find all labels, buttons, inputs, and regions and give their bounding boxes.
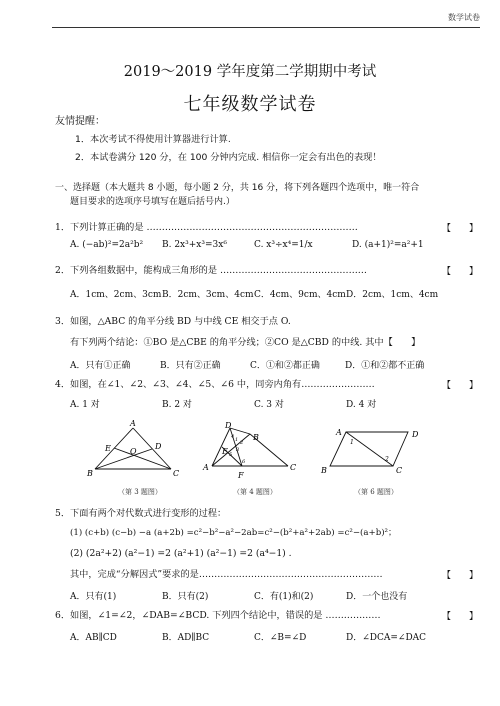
- q2-option-b: B．2cm、3cm、4cm: [162, 290, 254, 300]
- q5-line-4: 其中，完成“分解因式”要求的是……………………………………………………: [70, 569, 383, 580]
- q4-option-b: B. 2 对: [162, 400, 192, 410]
- q6-option-a: A．AB∥CD: [70, 633, 117, 643]
- q3-options: [70, 358, 480, 371]
- q1-answer-bracket: 【 】: [441, 224, 478, 234]
- fig6-angle-1: 1: [350, 439, 354, 446]
- header-rule: [52, 27, 480, 28]
- q2-option-d: D．2cm、1cm、4cm: [346, 290, 439, 300]
- fig3-label-c: C: [173, 469, 180, 478]
- fig4-label-d: D: [225, 421, 232, 430]
- fig3-label-b: B: [87, 469, 93, 478]
- exam-title: 2019～2019 学年度第二学期期中考试: [123, 64, 377, 80]
- q6-options: [70, 630, 480, 643]
- fig6-label-c: C: [396, 466, 403, 475]
- q4-stem: 4．如图，在∠1、∠2、∠3、∠4、∠5、∠6 中，同旁内角有……………………: [55, 379, 375, 390]
- fig3-label-d: D: [155, 442, 162, 451]
- section-heading-line-2: 题目要求的选项序号填写在题后括号内.）: [70, 197, 235, 207]
- q5-line-2: (1) (c+b) (c−b) −a (a+2b) =c²−b²−a²−2ab=c²−(b²+a²+2ab) =c²−(a+b)²；: [70, 528, 397, 538]
- fig4-angle-5: 5: [229, 452, 233, 458]
- fig4-label-e: E: [222, 447, 228, 456]
- q6-option-d: D．∠DCA=∠DAC: [346, 633, 427, 643]
- fig4-angle-6: 6: [242, 459, 246, 465]
- q5-options: [70, 589, 480, 602]
- fig4-angle-4: 4: [231, 434, 235, 440]
- fig4-label-f: F: [238, 471, 244, 480]
- q2-options: [70, 287, 480, 300]
- q1-option-d: D. (a+1)²=a²+1: [352, 240, 424, 250]
- q5-option-b: B．只有(2): [162, 592, 209, 602]
- q2-stem: 2．下列各组数据中，能构成三角形的是 …………………………………………: [55, 265, 367, 276]
- q5-answer-bracket: 【 】: [441, 571, 478, 581]
- fig4-angle-2: 2: [240, 440, 244, 446]
- q4-option-c: C. 3 对: [254, 400, 284, 410]
- header-label: 数学试卷: [448, 13, 480, 22]
- q6-answer-bracket: 【 】: [441, 612, 478, 622]
- q1-option-c: C. x³÷x⁴=1/x: [254, 240, 313, 250]
- q1-options: [70, 240, 480, 250]
- q1-stem: 1．下列计算正确的是 ……………………………………………………………: [55, 222, 358, 233]
- fig3-caption: （第 3 题图）: [118, 488, 162, 496]
- exam-subtitle: 七年级数学试卷: [183, 94, 317, 115]
- q6-stem: 6．如图，∠1=∠2，∠DAB=∠BCD. 下列四个结论中，错误的是 ………………: [55, 610, 381, 621]
- notice-item-1: 1．本次考试不得使用计算器进行计算.: [75, 134, 231, 145]
- fig4-angle-1: 1: [235, 437, 239, 443]
- q2-answer-bracket: 【 】: [441, 267, 478, 277]
- q4-answer-bracket: 【 】: [441, 381, 478, 391]
- fig6-label-a: A: [336, 428, 342, 437]
- q5-line-3: (2) (2a²+2) (a²−1) =2 (a²+1) (a²−1) =2 (a⁴−1) .: [70, 548, 292, 559]
- fig6-caption: （第 6 题图）: [354, 488, 398, 496]
- section-heading-line-1: 一、选择题（本大题共 8 小题，每小题 2 分，共 16 分，将下列各题四个选项中，唯一符合: [55, 183, 420, 193]
- q4-option-d: D. 4 对: [346, 400, 377, 410]
- fig3-label-o: O: [130, 447, 137, 456]
- q2-option-c: C．4cm、9cm、4cm: [254, 290, 346, 300]
- q6-option-b: B．AD∥BC: [162, 633, 210, 643]
- fig4-label-b: B: [253, 433, 259, 442]
- fig6-label-d: D: [412, 430, 419, 439]
- q5-option-c: C．有(1)和(2): [254, 592, 314, 602]
- q3-line-1: 3．如图，△ABC 的角平分线 BD 与中线 CE 相交于点 O.: [55, 316, 291, 327]
- q1-option-a: A. (−ab)²=2a²b²: [70, 240, 144, 250]
- q4-options: [70, 397, 480, 410]
- notice-item-2: 2．本试卷满分 120 分，在 100 分钟内完成. 相信你一定会有出色的表现！: [75, 152, 382, 163]
- notice-heading: 友情提醒：: [55, 116, 105, 127]
- q3-option-a: A．只有①正确: [70, 361, 131, 371]
- fig4-label-c: C: [290, 463, 297, 472]
- q5-option-a: A．只有(1): [70, 592, 117, 602]
- figure-3: [85, 418, 185, 480]
- fig4-angle-3: 3: [236, 447, 240, 453]
- figure-6: [318, 424, 428, 479]
- fig3-label-a: A: [130, 419, 136, 428]
- q1-option-b: B. 2x³+x³=3x⁶: [162, 240, 227, 250]
- q5-option-d: D．一个也没有: [346, 592, 408, 602]
- q4-option-a: A. 1 对: [70, 400, 100, 410]
- q3-option-c: C．①和②都正确: [250, 361, 320, 371]
- q2-option-a: A．1cm、2cm、3cm: [70, 290, 162, 300]
- q3-option-b: B．只有②正确: [160, 361, 221, 371]
- fig6-angle-2: 2: [385, 456, 389, 463]
- fig3-label-e: E: [105, 444, 111, 453]
- figure-4: [200, 420, 300, 482]
- fig4-caption: （第 4 题图）: [233, 488, 277, 496]
- q5-line-1: 5．下面有两个对代数式进行变形的过程：: [55, 508, 227, 519]
- q3-option-d: D．①和②都不正确: [345, 361, 425, 371]
- q3-line-2: 有下列两个结论：①BO 是△CBE 的角平分线；②CO 是△CBD 的中线. 其中【 】: [70, 337, 421, 348]
- q6-option-c: C．∠B=∠D: [254, 633, 307, 643]
- fig4-label-a: A: [203, 463, 209, 472]
- fig6-label-b: B: [321, 466, 327, 475]
